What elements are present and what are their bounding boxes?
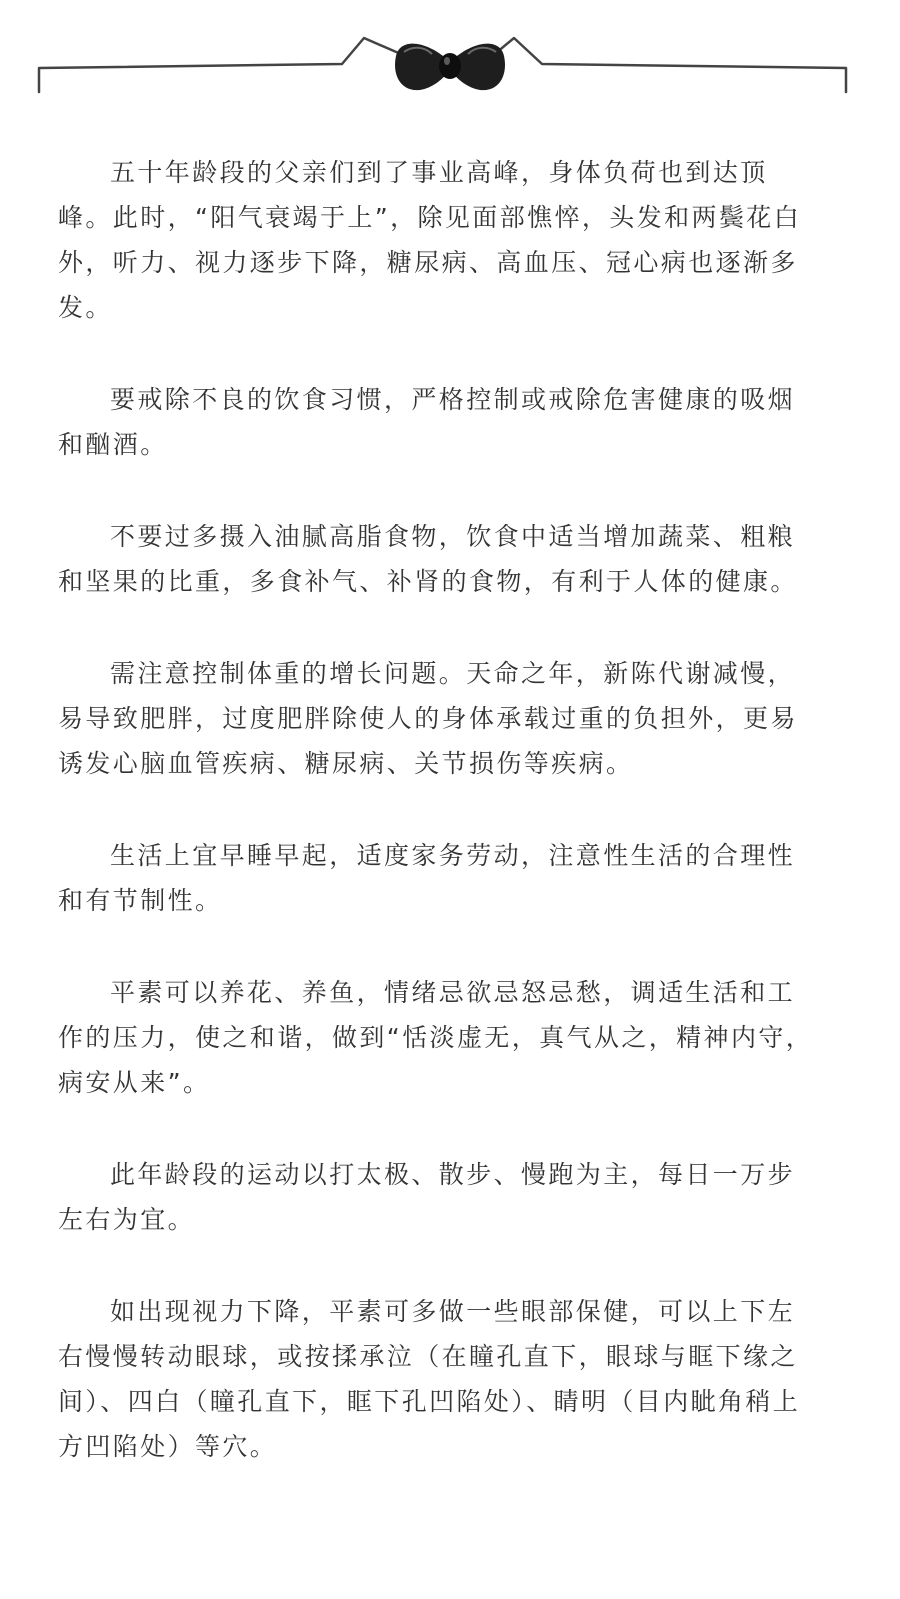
- paragraph-exercise: 此年龄段的运动以打太极、散步、慢跑为主，每日一万步左右为宜。: [58, 1160, 796, 1234]
- paragraph-age-fifty-overview: 五十年龄段的父亲们到了事业高峰，身体负荷也到达顶峰。此时，“阳气衰竭于上”，除见面部憔悴，头发和两鬓花白外，听力、视力逐步下降，糖尿病、高血压、冠心病也逐渐多发。: [58, 158, 802, 322]
- article-body: [58, 150, 818, 1516]
- paragraph-eye-care: 如出现视力下降，平素可多做一些眼部保健，可以上下左右慢慢转动眼球，或按揉承泣（在瞳孔直下，眼球与眶下缘之间）、四白（瞳孔直下，眶下孔凹陷处）、睛明（目内眦角稍上方凹陷处）等穴。: [58, 1297, 801, 1461]
- paragraph-daily-routine: 生活上宜早睡早起，适度家务劳动，注意性生活的合理性和有节制性。: [58, 841, 796, 915]
- paragraph-emotional-health: 平素可以养花、养鱼，情绪忌欲忌怒忌愁，调适生活和工作的压力，使之和谐，做到“恬淡虚无，真气从之，精神内守，病安从来”。: [58, 978, 814, 1097]
- paragraph-weight-control: 需注意控制体重的增长问题。天命之年，新陈代谢减慢，易导致肥胖，过度肥胖除使人的身体承载过重的负担外，更易诱发心脑血管疾病、糖尿病、关节损伤等疾病。: [58, 659, 798, 778]
- paragraph-diet-advice: 不要过多摄入油腻高脂食物，饮食中适当增加蔬菜、粗粮和坚果的比重，多食补气、补肾的食物，有利于人体的健康。: [58, 522, 798, 596]
- header-ornament: [0, 0, 900, 110]
- paragraph-quit-smoking-drinking: 要戒除不良的饮食习惯，严格控制或戒除危害健康的吸烟和酗酒。: [58, 385, 796, 459]
- bow-tie-icon: [395, 44, 505, 90]
